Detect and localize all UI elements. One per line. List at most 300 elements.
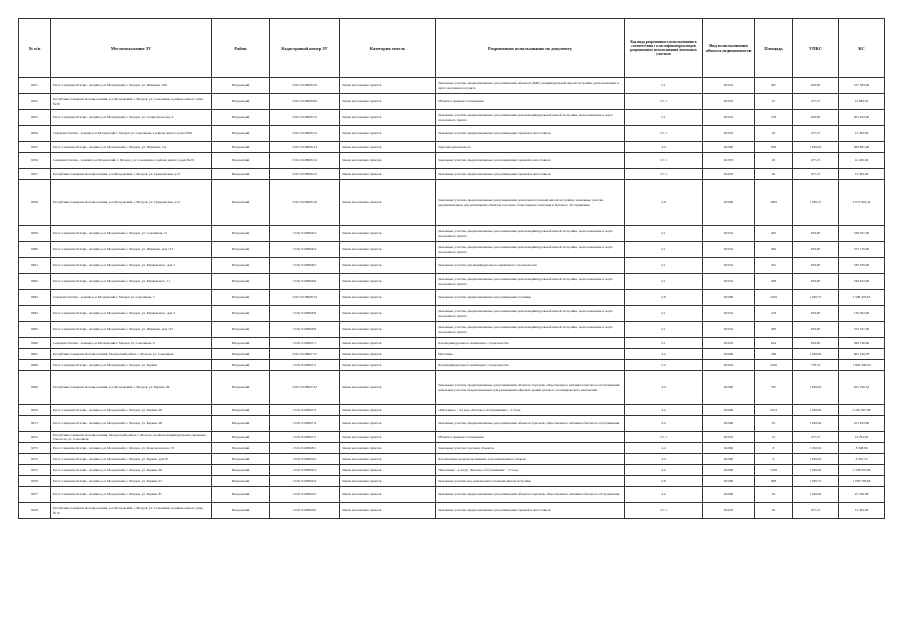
cell-ks: 6 381,72 (839, 454, 885, 465)
land-plots-table (18, 18, 885, 519)
table-row (19, 78, 885, 94)
cell-district: Моздокский (212, 360, 270, 371)
table-row (19, 405, 885, 416)
cell-cadastral-number: 15:01:0128006:09 (270, 94, 340, 110)
cell-land-category: Земли населенных пунктов (340, 371, 436, 405)
cell-number: 9064 (19, 306, 51, 322)
cell-area: 2430 (755, 360, 793, 371)
cell-use-code: 2.7.1 (625, 153, 703, 169)
cell-location: Респ. Северная Осетия - Алания, р-н Моздокский, г. Моздок, ул. Барина, 91 (51, 476, 212, 487)
cell-permitted-use: Магазины (436, 349, 625, 360)
cell-number: 9052 (19, 94, 51, 110)
cell-upks: 477,15 (793, 503, 839, 519)
cell-permitted-use: Торговая деятельность (436, 142, 625, 153)
cell-land-category: Земли населенных пунктов (340, 360, 436, 371)
cell-district: Моздокский (212, 306, 270, 322)
cell-use-type: 04:060 (703, 405, 755, 416)
cell-district: Моздокский (212, 322, 270, 338)
cell-land-category: Земли населенных пунктов (340, 258, 436, 274)
cell-upks: 639,00 (793, 226, 839, 242)
cell-land-category: Земли населенных пунктов (340, 432, 436, 443)
cell-number: 9055 (19, 142, 51, 153)
cell-land-category: Земли населенных пунктов (340, 503, 436, 519)
cell-ks: 815 796,54 (839, 371, 885, 405)
cell-use-code: 2.1 (625, 322, 703, 338)
cell-upks: 1 063,62 (793, 443, 839, 454)
table-row (19, 360, 885, 371)
cell-number: 9054 (19, 126, 51, 142)
cell-land-category: Земли населенных пунктов (340, 465, 436, 476)
table-row (19, 306, 885, 322)
cell-cadastral-number: 15:01:0128009:6 (270, 503, 340, 519)
cell-use-type: 04:060 (703, 454, 755, 465)
cell-upks: 639,00 (793, 110, 839, 126)
cell-location: Респ. Северная Осетия - Алания, р-н Моздокский, г. Моздок, ул. Маяковского, дом 4 (51, 306, 212, 322)
cell-district: Моздокский (212, 110, 270, 126)
table-row (19, 290, 885, 306)
cell-use-code: 2.1 (625, 338, 703, 349)
cell-district: Моздокский (212, 142, 270, 153)
cell-use-type: 04:060 (703, 371, 755, 405)
cell-ks: 12 405,90 (839, 503, 885, 519)
cell-cadastral-number: 15:01:0128006:15 (270, 110, 340, 126)
cell-cadastral-number: 15:01:0128009:3 (270, 465, 340, 476)
cell-location: Респ. Северная Осетия - Алания, р-н Моздокский, г. Моздок, ул. Барина, 87 (51, 487, 212, 503)
cell-land-category: Земли населенных пунктов (340, 338, 436, 349)
cell-district: Моздокский (212, 180, 270, 226)
cell-cadastral-number: 15:01:0128007:23 (270, 371, 340, 405)
cell-cadastral-number: 15:01:0128006:15 (270, 169, 340, 180)
cell-area: 8 (755, 443, 793, 454)
cell-number: 9069 (19, 371, 51, 405)
cell-location: Республика Северная Осетия-Алания, р-н Моздокский, г. Моздок, ул. Гражданская, д.15 (51, 169, 212, 180)
cell-permitted-use: Земельные участки, предназначенные для размещения домов индивидуальной жилой застройки, расположенные в черте населенного пункта (436, 322, 625, 338)
cell-ks: 1 338 033,96 (839, 465, 885, 476)
cell-land-category: Земли населенных пунктов (340, 94, 436, 110)
cell-area: 26 (755, 169, 793, 180)
cell-district: Моздокский (212, 290, 270, 306)
cell-use-type: 02:060 (703, 180, 755, 226)
cell-location: Респ. Северная Осетия - Алания, р-н Моздокский, г. Моздок, ул. Барина, дом 97 (51, 454, 212, 465)
cell-use-type: 02:010 (703, 78, 755, 94)
table-header-row (19, 19, 885, 78)
cell-use-code: 2.6 (625, 476, 703, 487)
cell-permitted-use: Объекты гаражного назначения (436, 432, 625, 443)
cell-use-type: 04:060 (703, 349, 755, 360)
cell-upks: 1 095,57 (793, 476, 839, 487)
cell-upks: 477,15 (793, 126, 839, 142)
cell-number: 9077 (19, 487, 51, 503)
cell-cadastral-number: 15:01:0128009:5 (270, 487, 340, 503)
cell-permitted-use: Земельные участки, предназначенные для размещения объектов торговли, общественного питания и бытового обслуживания (436, 416, 625, 432)
cell-ks: 139 302,00 (839, 306, 885, 322)
cell-use-type: 02:010 (703, 338, 755, 349)
cell-ks: 196 812,00 (839, 274, 885, 290)
cell-cadastral-number: 15:01:0128006:4 (270, 242, 340, 258)
cell-area: 26 (755, 503, 793, 519)
cell-use-code: 4.4 (625, 349, 703, 360)
cell-upks: 1 063,62 (793, 416, 839, 432)
cell-area: 998 (755, 476, 793, 487)
cell-number: 9071 (19, 416, 51, 432)
cell-upks: 639,00 (793, 242, 839, 258)
cell-ks: 203 202,00 (839, 110, 885, 126)
cell-number: 9063 (19, 290, 51, 306)
cell-permitted-use: Земельные участки, предназначенные для размещения домов индивидуальной жилой застройки, расположенные в черте населенного пункта (436, 110, 625, 126)
cell-ks: 699 861,96 (839, 142, 885, 153)
cell-land-category: Земли населенных пунктов (340, 322, 436, 338)
cell-use-code: 4.4 (625, 443, 703, 454)
cell-use-code: 2.6 (625, 180, 703, 226)
cell-land-category: Земли населенных пунктов (340, 242, 436, 258)
cell-number: 9062 (19, 274, 51, 290)
cell-ks: 8 508,96 (839, 443, 885, 454)
cell-land-category: Земли населенных пунктов (340, 226, 436, 242)
cell-ks: 1 093 378,86 (839, 476, 885, 487)
header-use-code: Код вида разрешенного использования в соответствии с классификатором видов разрешенного использования земельных участков (625, 19, 703, 78)
cell-upks: 639,00 (793, 322, 839, 338)
cell-cadastral-number: 15:01:0128006:5 (270, 258, 340, 274)
cell-district: Моздокский (212, 169, 270, 180)
cell-district: Моздокский (212, 487, 270, 503)
cell-ks: 317 583,00 (839, 78, 885, 94)
cell-permitted-use: Земельные участки для индивидуального жилищного строительства (436, 258, 625, 274)
cell-use-type: 02:060 (703, 290, 755, 306)
table-row (19, 94, 885, 110)
cell-area: 263 (755, 226, 793, 242)
cell-area: 361 (755, 258, 793, 274)
cell-district: Моздокский (212, 371, 270, 405)
cell-number: 9078 (19, 503, 51, 519)
cell-use-type: 02:070 (703, 503, 755, 519)
cell-district: Моздокский (212, 338, 270, 349)
table-row (19, 153, 885, 169)
cell-area: 26 (755, 126, 793, 142)
cell-land-category: Земли населенных пунктов (340, 416, 436, 432)
cell-land-category: Земли населенных пунктов (340, 349, 436, 360)
cell-upks: 639,00 (793, 306, 839, 322)
cell-district: Моздокский (212, 274, 270, 290)
cell-land-category: Земли населенных пунктов (340, 78, 436, 94)
cell-district: Моздокский (212, 432, 270, 443)
cell-use-code: 2.1 (625, 274, 703, 290)
document-page (18, 18, 884, 519)
cell-area: 24 (755, 487, 793, 503)
cell-land-category: Земли населенных пунктов (340, 306, 436, 322)
cell-use-code: 4.4 (625, 142, 703, 153)
cell-use-code: 4.4 (625, 416, 703, 432)
cell-use-type: 04:060 (703, 487, 755, 503)
table-row (19, 476, 885, 487)
cell-area: 1258 (755, 465, 793, 476)
cell-use-code: 2.2 (625, 360, 703, 371)
cell-district: Моздокский (212, 465, 270, 476)
cell-area: 1892 (755, 180, 793, 226)
cell-location: Северная Осетия - Алания р-н Моздокский г. Моздок ул. Соколиная, в районе жилого дома №40 (51, 126, 212, 142)
cell-upks: 639,00 (793, 258, 839, 274)
cell-upks: 639,00 (793, 274, 839, 290)
header-ks: КС (839, 19, 885, 78)
cell-upks: 477,15 (793, 94, 839, 110)
cell-cadastral-number: 15:01:0128006:2 (270, 226, 340, 242)
cell-number: 9056 (19, 153, 51, 169)
cell-area: 583 (755, 322, 793, 338)
cell-use-code: 2.7.1 (625, 432, 703, 443)
cell-use-type: 02:070 (703, 126, 755, 142)
cell-number: 9068 (19, 360, 51, 371)
cell-location: Респ. Северная Осетия - Алания, р-н Моздокский, г. Моздок, ул. Маяковского, дом 2 (51, 258, 212, 274)
cell-permitted-use: Земельные участки, предназначенные для размещения объектов торговли, общественного питания и бытового обслуживания (436, 487, 625, 503)
cell-use-type: 02:010 (703, 242, 755, 258)
cell-location: Респ. Северная Осетия - Алания, р-н Моздокский, г. Моздок, ул. Шаумяна, дом 113 (51, 242, 212, 258)
cell-use-code: 2.1 (625, 78, 703, 94)
table-row (19, 503, 885, 519)
cell-permitted-use: Земельные участки, предназначенные для размещения объектов (ИЖС) индивидуальной жилой застройки, расположенные в черте населенного пункта (436, 78, 625, 94)
cell-ks: 2 072 818,44 (839, 180, 885, 226)
table-row (19, 226, 885, 242)
cell-land-category: Земли населенных пунктов (340, 487, 436, 503)
cell-location: Респ. Северная Осетия - Алания, р-н Моздокский, г. Моздок, ул. Ставропольская, 4 (51, 110, 212, 126)
cell-use-type: 04:060 (703, 465, 755, 476)
cell-land-category: Земли населенных пунктов (340, 290, 436, 306)
cell-permitted-use: Для индивидуального жилищного строительства (436, 338, 625, 349)
table-row (19, 169, 885, 180)
cell-use-code: 2.1 (625, 258, 703, 274)
cell-ks: 168 057,00 (839, 226, 885, 242)
cell-use-code: 4.4 (625, 454, 703, 465)
cell-use-type: 04:060 (703, 416, 755, 432)
cell-upks: 1 063,62 (793, 487, 839, 503)
cell-number: 9065 (19, 322, 51, 338)
cell-upks: 477,15 (793, 153, 839, 169)
cell-upks: 778,74 (793, 360, 839, 371)
cell-cadastral-number: 15:01:0128007:4 (270, 416, 340, 432)
cell-permitted-use: Земельные участки, предназначенные для размещения гаражей и автостоянок (436, 503, 625, 519)
cell-cadastral-number: 15:01:0128007:5 (270, 432, 340, 443)
cell-ks: 373 176,00 (839, 242, 885, 258)
cell-number: 9073 (19, 443, 51, 454)
cell-ks: 230 679,00 (839, 258, 885, 274)
cell-use-type: 02:070 (703, 94, 755, 110)
cell-use-type: 02:010 (703, 306, 755, 322)
cell-use-code: 2.1 (625, 226, 703, 242)
cell-upks: 1 063,62 (793, 371, 839, 405)
cell-ks: 12 883,05 (839, 94, 885, 110)
table-row (19, 349, 885, 360)
table-row (19, 322, 885, 338)
cell-area: 27 (755, 94, 793, 110)
cell-district: Моздокский (212, 94, 270, 110)
cell-number: 9067 (19, 349, 51, 360)
cell-cadastral-number: 15:01:0128006:74 (270, 290, 340, 306)
cell-ks: 101 043,90 (839, 416, 885, 432)
cell-number: 9058 (19, 180, 51, 226)
cell-upks: 1 063,62 (793, 454, 839, 465)
cell-land-category: Земли населенных пунктов (340, 443, 436, 454)
cell-cadastral-number: 15:01:0128009:2 (270, 454, 340, 465)
cell-area: 658 (755, 142, 793, 153)
cell-location: Респ. Северная Осетия - Алания, р-н Моздокский, г. Моздок, ул. Комсомольская, 33 (51, 443, 212, 454)
cell-district: Моздокский (212, 476, 270, 487)
cell-location: Респ. Северная Осетия - Алания, р-н Моздокский, г. Моздок, ул. Шаумяна, 109 (51, 78, 212, 94)
cell-number: 9072 (19, 432, 51, 443)
table-row (19, 258, 885, 274)
cell-district: Моздокский (212, 126, 270, 142)
cell-ks: 12 405,90 (839, 153, 885, 169)
cell-number: 9076 (19, 476, 51, 487)
cell-number: 9074 (19, 454, 51, 465)
cell-ks: 1 598 476,63 (839, 290, 885, 306)
cell-district: Моздокский (212, 226, 270, 242)
cell-use-code: 2.7.1 (625, 126, 703, 142)
table-row (19, 371, 885, 405)
cell-cadastral-number: 15:01:0128006:9 (270, 322, 340, 338)
cell-use-type: 02:070 (703, 169, 755, 180)
cell-area: 26 (755, 153, 793, 169)
cell-use-code: 4.4 (625, 405, 703, 416)
cell-permitted-use: «Магазины» - 4.4 код; «Бытовое обслуживание» - 3.3 код (436, 405, 625, 416)
cell-location: Республика Северная Осетия-Алания, р-н Моздокский, г. Моздок, ул. Соколиная, в районе жилого дома №12 (51, 503, 212, 519)
cell-permitted-use: Объекты гаражного назначения (436, 94, 625, 110)
cell-area: 1459 (755, 290, 793, 306)
cell-area: 569 (755, 349, 793, 360)
cell-location: Респ. Северная Осетия - Алания, р-н Моздокский, г. Моздок, ул. Маяковского, 11 (51, 274, 212, 290)
cell-upks: 639,00 (793, 338, 839, 349)
cell-permitted-use: Земельные участки, предназначенные для размещения домов индивидуальной жилой застройки, расположенные в черте населенного пункта (436, 274, 625, 290)
cell-ks: 1 892 338,20 (839, 360, 885, 371)
cell-land-category: Земли населенных пунктов (340, 126, 436, 142)
header-district: Район (212, 19, 270, 78)
table-row (19, 142, 885, 153)
cell-land-category: Земли населенных пунктов (340, 153, 436, 169)
cell-land-category: Земли населенных пунктов (340, 180, 436, 226)
cell-permitted-use: Земельные участки под домами многоэтажной жилой застройки (436, 476, 625, 487)
cell-ks: 12 405,90 (839, 169, 885, 180)
cell-location: Респ. Северная Осетия - Алания, р-н Моздокский, г. Моздок, ул. Соколиная, 31 (51, 226, 212, 242)
cell-use-type: 02:050 (703, 360, 755, 371)
cell-cadastral-number: 15:01:0128006:6 (270, 274, 340, 290)
cell-location: Респ. Северная Осетия - Алания, р-н Моздокский, г. Моздок, ул. Шаумяна, дом 115 (51, 322, 212, 338)
cell-location: Республика Северная Осетия-Алания, Моздокский район, г. Моздок, ул. Соколиная (51, 349, 212, 360)
cell-upks: 639,00 (793, 78, 839, 94)
cell-land-category: Земли населенных пунктов (340, 110, 436, 126)
cell-permitted-use: Земельные участки, предназначенные для размещения домов индивидуальной жилой застройки, расположенные в черте населенного пункта (436, 226, 625, 242)
cell-permitted-use: Земельные участки торговых объектов (436, 443, 625, 454)
cell-area: 31 (755, 432, 793, 443)
cell-upks: 1 095,57 (793, 180, 839, 226)
cell-cadastral-number: 15:01:0128007:2 (270, 360, 340, 371)
cell-area: 767 (755, 371, 793, 405)
cell-use-type: 04:060 (703, 142, 755, 153)
header-location: Местоположение ЗУ (51, 19, 212, 78)
cell-location: Северная Осетия - Алания р-н Моздокский, г. Моздок, ул. Соколиная, в районе жилого дома №39 (51, 153, 212, 169)
cell-number: 9053 (19, 110, 51, 126)
cell-use-type: 02:010 (703, 110, 755, 126)
header-cadastral-number: Кадастровый номер ЗУ (270, 19, 340, 78)
cell-upks: 1 095,57 (793, 290, 839, 306)
cell-cadastral-number: 15:01:0128007:1 (270, 338, 340, 349)
cell-district: Моздокский (212, 78, 270, 94)
table-row (19, 126, 885, 142)
cell-upks: 477,15 (793, 432, 839, 443)
cell-area: 497 (755, 78, 793, 94)
cell-location: Республика Северная Осетия-Алания, р-н Моздокский, г. Моздок, ул. Гражданская, д.15 (51, 180, 212, 226)
cell-ks: 12 405,90 (839, 126, 885, 142)
cell-use-type: 02:070 (703, 153, 755, 169)
cell-use-code: 4.4 (625, 465, 703, 476)
header-area: Площадь (755, 19, 793, 78)
cell-location: Республика Северная Осетия-Алания, р-н Моздокский, г. Моздок, ул. Соколиная, в районе жилого дома №38 (51, 94, 212, 110)
cell-land-category: Земли населенных пунктов (340, 405, 436, 416)
cell-use-code: 4.4 (625, 371, 703, 405)
table-row (19, 338, 885, 349)
table-row (19, 443, 885, 454)
cell-permitted-use: "Магазины"- 4.4 код; "Бытовое обслуживание" - 3.3 код (436, 465, 625, 476)
cell-number: 9057 (19, 169, 51, 180)
cell-use-code: 2.7.1 (625, 169, 703, 180)
cell-district: Моздокский (212, 503, 270, 519)
table-body (19, 78, 885, 519)
cell-permitted-use: Для индивидуального жилищного строительства (436, 360, 625, 371)
cell-district: Моздокский (212, 349, 270, 360)
cell-cadastral-number: 15:01:0128008:1 (270, 443, 340, 454)
cell-district: Моздокский (212, 153, 270, 169)
cell-ks: 14 791,65 (839, 432, 885, 443)
cell-area: 624 (755, 338, 793, 349)
cell-use-type: 02:060 (703, 476, 755, 487)
cell-cadastral-number: 15:01:0128006:14 (270, 153, 340, 169)
cell-permitted-use: Земельные участки, предназначенные для размещения гаражей и автостоянок (436, 169, 625, 180)
cell-number: 9075 (19, 465, 51, 476)
cell-use-code: 2.7.1 (625, 94, 703, 110)
cell-cadastral-number: 15:01:0128007:17 (270, 349, 340, 360)
cell-ks: 2 205 947,88 (839, 405, 885, 416)
cell-land-category: Земли населенных пунктов (340, 274, 436, 290)
cell-land-category: Земли населенных пунктов (340, 169, 436, 180)
cell-use-code: 2.6 (625, 290, 703, 306)
header-upks: УПКС (793, 19, 839, 78)
cell-location: Респ. Северная Осетия - Алания, р-н Моздокский, г. Моздок, ул. Барина, 99 (51, 465, 212, 476)
cell-area: 95 (755, 416, 793, 432)
table-row (19, 432, 885, 443)
cell-location: Респ. Северная Осетия - Алания, р-н Моздокский, г. Моздок, ул. Шаумяна, 111 (51, 142, 212, 153)
cell-district: Моздокский (212, 454, 270, 465)
table-row (19, 487, 885, 503)
cell-district: Моздокский (212, 443, 270, 454)
cell-number: 9061 (19, 258, 51, 274)
cell-area: 6 (755, 454, 793, 465)
cell-district: Моздокский (212, 416, 270, 432)
cell-location: Респ. Северная Осетия - Алания, р-н Моздокский, г. Моздок, ул. Барина, 96 (51, 405, 212, 416)
cell-area: 318 (755, 110, 793, 126)
cell-upks: 1 063,62 (793, 465, 839, 476)
cell-use-code: 2.1 (625, 306, 703, 322)
cell-area: 2074 (755, 405, 793, 416)
cell-location: Республика Северная Осетия-Алания, Моздокский район, г. Моздок, в районе индивидуальных гаражных боксов по ул. Соколиная (51, 432, 212, 443)
cell-permitted-use: Земельные участки, предназначенные для размещения домов многоэтажной жилой застройки; земельные участки, предназначенные для размещения объектов торговли, общественного питания и бытового обслуживания (436, 180, 625, 226)
table-row (19, 465, 885, 476)
cell-district: Моздокский (212, 405, 270, 416)
cell-ks: 398 736,00 (839, 338, 885, 349)
cell-location: Северная Осетия - Алания р-н Моздокский г. Моздок ул. Соколиная, 7 (51, 290, 212, 306)
cell-upks: 1 063,62 (793, 405, 839, 416)
cell-permitted-use: Земельные участки, предназначенные для размещения гостиниц (436, 290, 625, 306)
cell-permitted-use: Земельные участки, предназначенные для размещения гаражей и автостоянок (436, 153, 625, 169)
cell-district: Моздокский (212, 242, 270, 258)
cell-number: 9051 (19, 78, 51, 94)
table-row (19, 274, 885, 290)
cell-area: 584 (755, 242, 793, 258)
